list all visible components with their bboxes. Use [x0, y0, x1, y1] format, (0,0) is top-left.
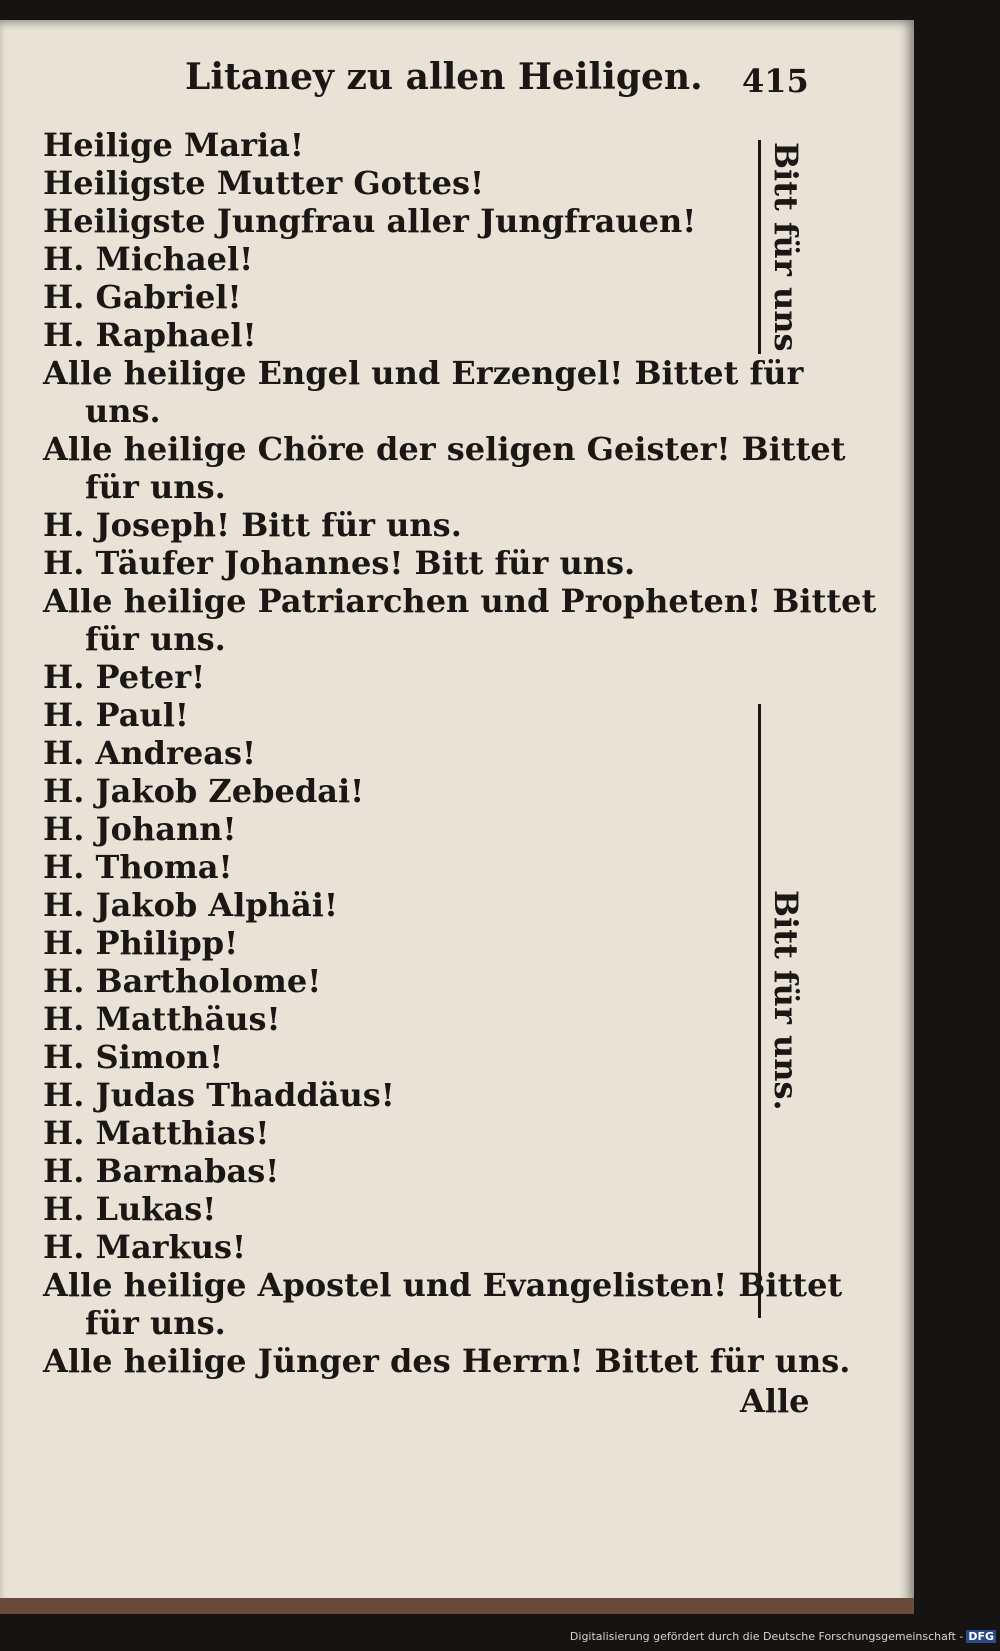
- brace-apostles: [748, 704, 761, 1318]
- text-line: Alle heilige Apostel und Evangelisten! Bittet: [43, 1266, 843, 1304]
- text-line: Alle heilige Jünger des Herrn! Bittet für uns.: [43, 1342, 851, 1380]
- text-line: für uns.: [85, 1304, 226, 1342]
- page-edge: [0, 1598, 914, 1614]
- text-line: H. Thoma!: [43, 848, 233, 886]
- text-line: Alle heilige Patriarchen und Propheten! Bittet: [43, 582, 877, 620]
- text-line: H. Markus!: [43, 1228, 247, 1266]
- text-line: H. Jakob Zebedai!: [43, 772, 365, 810]
- text-line: H. Gabriel!: [43, 278, 242, 316]
- text-line: H. Raphael!: [43, 316, 257, 354]
- text-line: Alle heilige Chöre der seligen Geister! Bittet: [43, 430, 846, 468]
- text-line: Heilige Maria!: [43, 126, 304, 164]
- running-title: Litaney zu allen Heiligen.: [185, 56, 703, 98]
- text-line: H. Lukas!: [43, 1190, 217, 1228]
- page-number: 415: [742, 62, 809, 100]
- text-line: H. Andreas!: [43, 734, 256, 772]
- brace-archangels: [748, 140, 761, 354]
- text-line: H. Paul!: [43, 696, 189, 734]
- text-line: H. Jakob Alphäi!: [43, 886, 338, 924]
- text-line: H. Johann!: [43, 810, 237, 848]
- text-line: uns.: [85, 392, 161, 430]
- text-line: H. Simon!: [43, 1038, 224, 1076]
- text-line: für uns.: [85, 468, 226, 506]
- dfg-logo: DFG: [968, 1630, 994, 1643]
- text-line: H. Michael!: [43, 240, 254, 278]
- text-line: H. Judas Thaddäus!: [43, 1076, 395, 1114]
- funding-credit: [570, 1630, 996, 1643]
- text-line: H. Matthias!: [43, 1114, 270, 1152]
- text-line: Heiligste Jungfrau aller Jungfrauen!: [43, 202, 697, 240]
- text-line: H. Philipp!: [43, 924, 239, 962]
- text-line: H. Peter!: [43, 658, 206, 696]
- text-line: H. Barnabas!: [43, 1152, 280, 1190]
- text-line: H. Täufer Johannes! Bitt für uns.: [43, 544, 636, 582]
- text-line: H. Joseph! Bitt für uns.: [43, 506, 462, 544]
- brace-label-apostles: Bitt für uns.: [767, 890, 805, 1111]
- text-line: für uns.: [85, 620, 226, 658]
- text-line: H. Bartholome!: [43, 962, 322, 1000]
- text-line: Heiligste Mutter Gottes!: [43, 164, 484, 202]
- catchword: Alle: [740, 1382, 810, 1420]
- text-line: H. Matthäus!: [43, 1000, 281, 1038]
- brace-label-archangels: Bitt für uns: [767, 142, 805, 352]
- funding-credit-text: Digitalisierung gefördert durch die Deutsche Forschungsgemeinschaft -: [569, 1630, 964, 1643]
- text-line: Alle heilige Engel und Erzengel! Bittet für: [43, 354, 804, 392]
